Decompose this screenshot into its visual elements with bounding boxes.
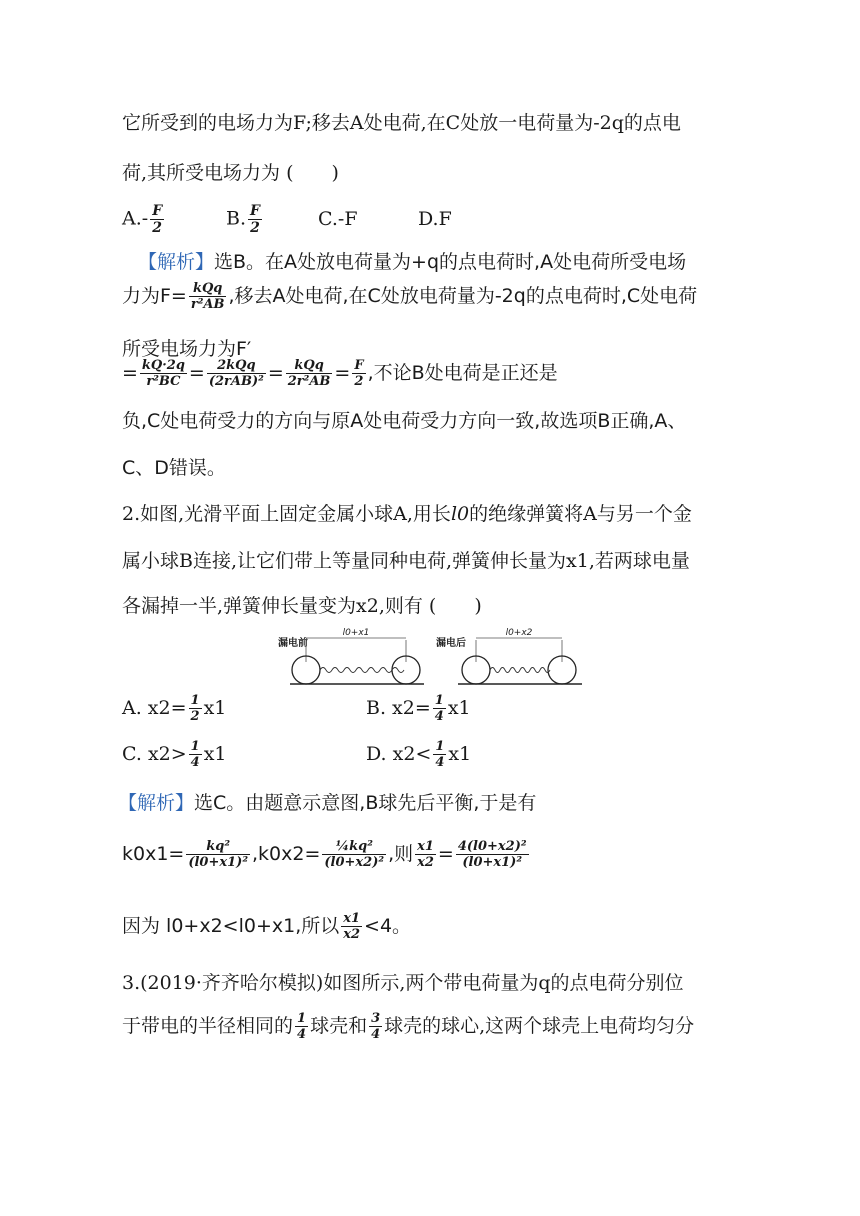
analysis-tag: 【解析】	[118, 792, 195, 814]
q2-analysis-line1: 【解析】选C。由题意示意图,B球先后平衡,于是有	[118, 792, 537, 814]
q2-analysis-conclusion: 因为 l0+x2<l0+x1,所以 $\frac{x1}{x2}$ <4。	[122, 911, 412, 942]
q1-analysis-line2: 力为F= $\frac{\text{kQq}}{\text{r²AB}}$ ,移去A处电荷,在C处放电荷量为-2q的点电荷时,C处电荷	[122, 281, 698, 312]
q2-option-d: D. x2< $\frac{1}{4}$ x1	[366, 739, 472, 770]
q1-option-c: C.-F	[318, 208, 358, 230]
q2-option-c: C. x2> $\frac{1}{4}$ x1	[122, 739, 227, 770]
q1-option-d: D.F	[418, 208, 452, 230]
q2-analysis-equations: k0x1= $\frac{\text{kq²}}{\text{(l0+x1)²}}$ ,k0x2= $\frac{\text{¼kq²}}{\text{(l0+x2)²}}$ ,则 $\frac{x1}{x2}$ = $\frac{\text{4(l0+x2)²}}{\text{(l0+x1)²}}$	[122, 839, 527, 870]
after-diagram	[436, 628, 582, 684]
q3-stem-line2: 于带电的半径相同的 $\frac{1}{4}$ 球壳和 $\frac{3}{4}$ 球壳的球心,这两个球壳上电荷均匀分	[122, 1011, 695, 1042]
before-dim-label: l0+x1	[342, 628, 370, 638]
before-diagram	[278, 628, 424, 684]
q2-stem-line3: 各漏掉一半,弹簧伸长量变为x2,则有 ( )	[122, 595, 482, 617]
q1-option-a: A.- $\frac{F}{2}$	[122, 203, 163, 236]
q1-analysis-line1: 【解析】选B。在A处放电荷量为+q的点电荷时,A处电荷所受电场	[138, 251, 687, 273]
q2-stem-line2: 属小球B连接,让它们带上等量同种电荷,弹簧伸长量为x1,若两球电量	[122, 550, 690, 572]
q1-analysis-line5: C、D错误。	[122, 457, 226, 479]
q1-analysis-line4: 负,C处电荷受力的方向与原A处电荷受力方向一致,故选项B正确,A、	[122, 410, 687, 432]
after-dim-label: l0+x2	[505, 628, 533, 638]
after-label: 漏电后	[436, 638, 466, 649]
q2-spring-figure	[278, 624, 598, 686]
q1-stem-line2: 荷,其所受电场力为 ( )	[122, 162, 339, 184]
q3-stem-line1: 3.(2019·齐齐哈尔模拟)如图所示,两个带电荷量为q的点电荷分别位	[122, 972, 684, 994]
before-label: 漏电前	[278, 638, 308, 649]
q1-analysis-line3: 所受电场力为F′ = $\frac{kQ\cdot 2q}{\text{r²BC}}$ = $\frac{\text{2kQq}}{\text{(2rAB)²}}$ = $\frac{\text{kQq}}{\text{2r²AB}}$ = $\frac{F}{2}$ ,不论B处电荷是正还是	[122, 338, 558, 389]
q1-stem-line1: 它所受到的电场力为F;移去A处电荷,在C处放一电荷量为-2q的点电	[122, 112, 681, 134]
q1-option-b: B. $\frac{F}{2}$	[226, 203, 260, 236]
q2-option-a: A. x2= $\frac{1}{2}$ x1	[122, 693, 227, 724]
q2-stem-line1: 2.如图,光滑平面上固定金属小球A,用长l0的绝缘弹簧将A与另一个金	[122, 503, 692, 525]
spring-after	[490, 668, 550, 673]
q2-option-b: B. x2= $\frac{1}{4}$ x1	[366, 693, 471, 724]
analysis-tag: 【解析】	[138, 251, 215, 273]
